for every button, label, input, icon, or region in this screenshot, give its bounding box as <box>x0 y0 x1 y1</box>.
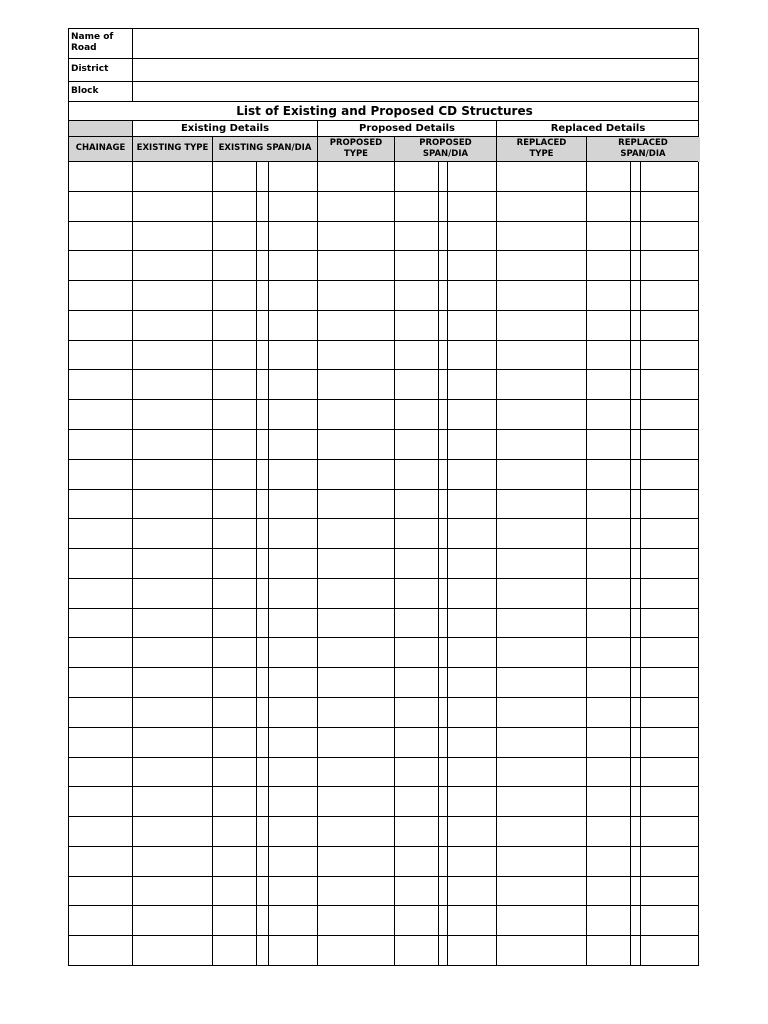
column-divider <box>132 121 133 965</box>
table-row-line <box>69 489 698 490</box>
district-field[interactable] <box>133 60 699 81</box>
rule-line <box>69 101 698 102</box>
sub-column-divider <box>640 162 641 965</box>
rule-line <box>69 58 698 59</box>
table-row-line <box>69 429 698 430</box>
table-row-line <box>69 667 698 668</box>
table-row-line <box>69 191 698 192</box>
table-row-line <box>69 548 698 549</box>
rule-line <box>69 136 698 137</box>
chainage-group-shade <box>69 121 132 137</box>
sub-column-divider <box>447 162 448 965</box>
label-divider <box>132 29 133 101</box>
table-row-line <box>69 608 698 609</box>
column-replaced-type: REPLACED TYPE <box>516 137 567 159</box>
group-proposed-details: Proposed Details <box>359 123 455 134</box>
table-row-line <box>69 280 698 281</box>
field-label-road: Name of Road <box>71 32 114 53</box>
table-row-line <box>69 697 698 698</box>
column-chainage: CHAINAGE <box>75 143 126 154</box>
group-replaced-details: Replaced Details <box>550 123 646 134</box>
table-row-line <box>69 876 698 877</box>
column-divider <box>317 121 318 965</box>
rule-line <box>69 81 698 82</box>
column-proposed-span: PROPOSED SPAN/DIA <box>419 137 472 159</box>
sub-column-divider <box>268 162 269 965</box>
table-row-line <box>69 637 698 638</box>
column-replaced-span: REPLACED SPAN/DIA <box>618 137 668 159</box>
rule-line <box>69 120 698 121</box>
table-row-line <box>69 727 698 728</box>
column-proposed-type: PROPOSED TYPE <box>329 137 383 159</box>
sub-column-divider <box>256 162 257 965</box>
table-row-line <box>69 905 698 906</box>
group-existing-details: Existing Details <box>180 123 270 134</box>
rule-line <box>69 161 698 162</box>
form-title: List of Existing and Proposed CD Structures <box>236 104 533 118</box>
table-row-line <box>69 757 698 758</box>
field-label-block: Block <box>71 86 99 96</box>
column-divider <box>586 137 587 965</box>
table-row-line <box>69 221 698 222</box>
column-existing-span: EXISTING SPAN/DIA <box>218 143 312 154</box>
table-row-line <box>69 250 698 251</box>
column-divider <box>394 137 395 965</box>
table-row-line <box>69 399 698 400</box>
block-field[interactable] <box>133 83 699 101</box>
cd-structures-form <box>68 28 699 966</box>
table-row-line <box>69 935 698 936</box>
table-row-line <box>69 578 698 579</box>
table-row-line <box>69 816 698 817</box>
table-row-line <box>69 369 698 370</box>
sub-column-divider <box>438 162 439 965</box>
road-name-field[interactable] <box>133 30 699 58</box>
table-row-line <box>69 846 698 847</box>
column-divider <box>496 121 497 965</box>
table-row-line <box>69 459 698 460</box>
column-existing-type: EXISTING TYPE <box>136 143 209 154</box>
sub-column-divider <box>630 162 631 965</box>
column-divider <box>212 137 213 965</box>
table-row-line <box>69 310 698 311</box>
table-row-line <box>69 786 698 787</box>
field-label-district: District <box>71 64 109 74</box>
table-row-line <box>69 340 698 341</box>
table-row-line <box>69 518 698 519</box>
